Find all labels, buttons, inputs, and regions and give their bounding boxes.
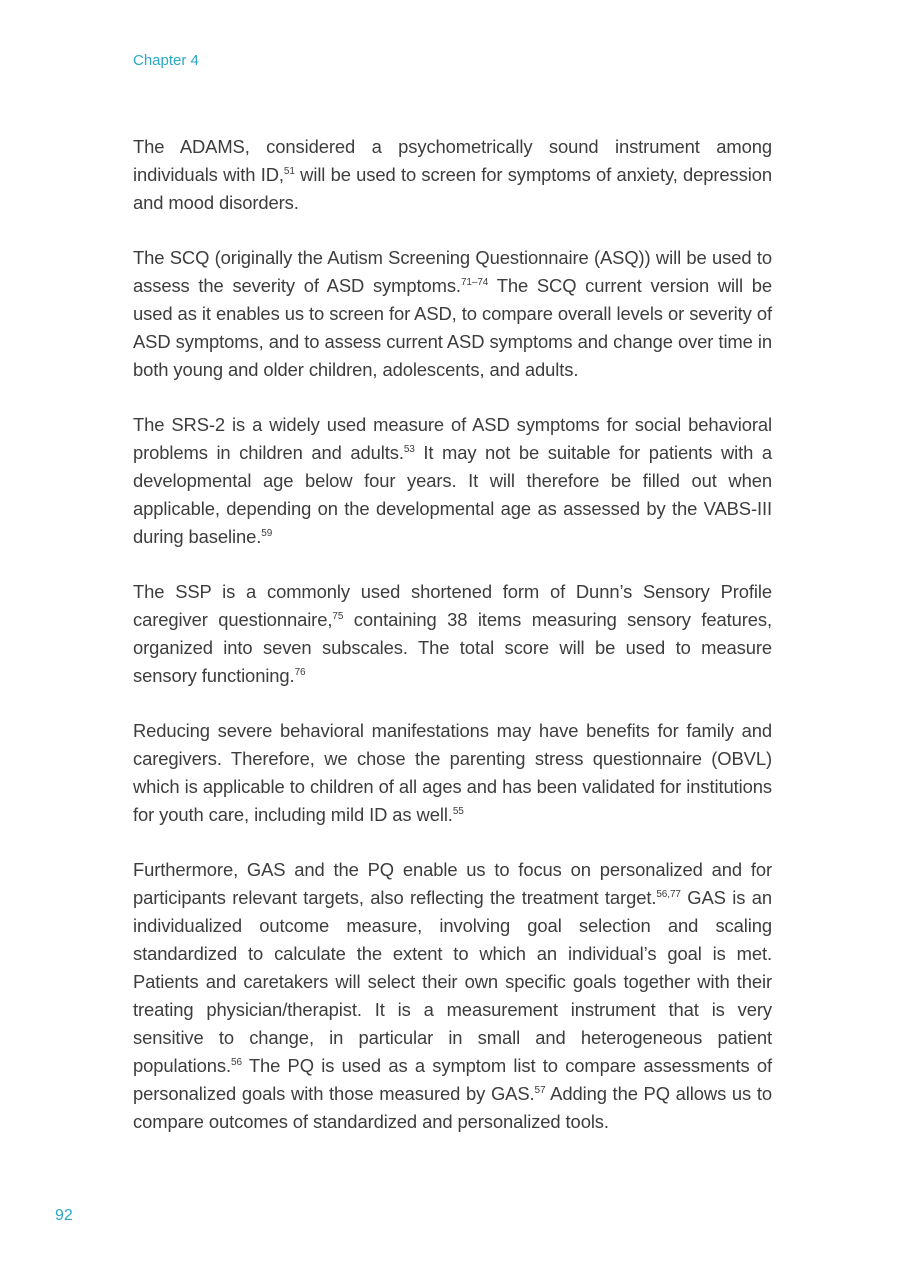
citation: 56	[230, 1057, 242, 1068]
chapter-header: Chapter 4	[133, 52, 199, 69]
paragraph-adams: The ADAMS, considered a psychometrically sound instrument among individuals with ID,$^{51}$ will be used to screen for symptoms of anxiety, depression and mood disorders.	[133, 136, 772, 213]
body-text	[133, 133, 772, 1163]
paragraph-gas-pq: Furthermore, GAS and the PQ enable us to focus on personalized and for participants relevant targets, also reflecting the treatment target.$^{56,77}$ GAS is an individualized outcome measure, involving goal selection and scaling standardized to calculate the extent to which an individual’s goal is met. Patients and caretakers will select their own specific goals together with their treating physician/therapist. It is a measurement instrument that is very sensitive to change, in particular in small and heterogeneous patient populations.$^{56}$ The PQ is used as a symptom list to compare assessments of personalized goals with those measured by GAS.$^{57}$ Adding the PQ allows us to compare outcomes of standardized and personalized tools.	[133, 859, 772, 1132]
paragraph-ssp: The SSP is a commonly used shortened form of Dunn’s Sensory Profile caregiver questionnaire,$^{75}$ containing 38 items measuring sensory features, organized into seven subscales. The total score will be used to measure sensory functioning.$^{76}$	[133, 581, 772, 686]
paragraph-srs2: The SRS-2 is a widely used measure of ASD symptoms for social behavioral problems in children and adults.$^{53}$ It may not be suitable for patients with a developmental age below four years. It will therefore be filled out when applicable, depending on the developmental age as assessed by the VABS-III during baseline.$^{59}$	[133, 414, 772, 547]
citation: 75	[332, 611, 344, 622]
citation: 55	[452, 806, 464, 817]
citation: 76	[294, 667, 306, 678]
citation: 53	[403, 444, 415, 455]
paragraph-scq: The SCQ (originally the Autism Screening Questionnaire (ASQ)) will be used to assess the severity of ASD symptoms.$^{71-74}$ The SCQ current version will be used as it enables us to screen for ASD, to compare overall levels or severity of ASD symptoms, and to assess current ASD symptoms and change over time in both young and older children, adolescents, and adults.	[133, 247, 773, 380]
citation: 51	[283, 166, 295, 177]
citation: 59	[261, 528, 273, 539]
citation: 57	[534, 1085, 546, 1096]
page-number: 92	[55, 1207, 73, 1224]
citation: 56,77	[656, 889, 681, 900]
citation: 71–74	[460, 277, 489, 288]
paragraph-obvl: Reducing severe behavioral manifestations may have benefits for family and caregivers. Therefore, we chose the parenting stress questionnaire (OBVL) which is applicable to children of all ages and has been validated for institutions for youth care, including mild ID as well.$^{55}$	[133, 720, 772, 825]
